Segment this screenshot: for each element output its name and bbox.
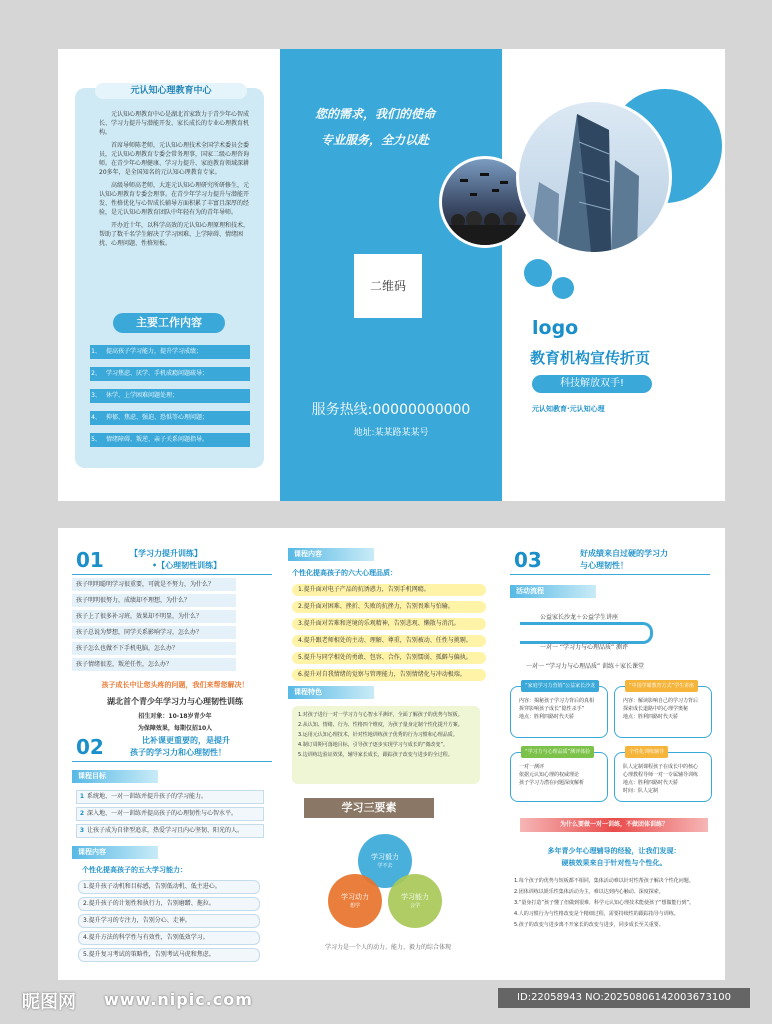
about-para-1: 元认知心理教育中心是湖北首家致力于青少年心智成长、学习力提升与潜能开发、家长成长的专业心理教育机构。 (99, 111, 250, 136)
goal-text: 深入地、一对一训练并提高孩子的心理韧性与心智水平。 (87, 810, 238, 817)
goal-num: 3 (79, 827, 85, 834)
flow-step-2: 一对一 “学习力与心理品质” 测评 (540, 644, 629, 651)
question-item: 孩子情绪很差，叛逆任性，怎么办？ (72, 658, 236, 671)
section-03-header (510, 548, 710, 575)
motivation-sub: 想学 (349, 903, 360, 909)
activity-box-4 (614, 749, 712, 802)
work-item-text: 情绪障碍、叛逆、亲子关系问题指导。 (102, 433, 250, 447)
work-item-num: 2、 (90, 367, 102, 381)
course-name: 湖北首个青少年学习力与心理韧性训练 (107, 697, 243, 706)
flow-arrow (520, 622, 653, 644)
activity-line: 拆穿影响孩子成长“隐性杀手” (519, 706, 585, 712)
building-photo (516, 99, 672, 255)
three-elements-title: 学习三要素 (304, 798, 434, 818)
decor-dot-1 (524, 259, 552, 287)
activity-box-1 (510, 683, 608, 738)
cover-subtitle: 元认知教育·元认知心理 (532, 405, 605, 413)
watermark-url: www.nipic.com (104, 990, 253, 1009)
activity-box-2-body (623, 697, 707, 721)
section-01-header (72, 548, 272, 575)
activity-line: 内容：解读影响自己的学习力背后 (623, 698, 699, 704)
work-title: 主要工作内容 (113, 313, 225, 333)
section-02-header (72, 733, 272, 762)
activity-line: 一对一测评 (519, 764, 545, 770)
activity-box-3 (510, 749, 608, 802)
goal-item (76, 824, 264, 838)
section-01-number: 01 (76, 548, 104, 572)
activity-box-4-body (623, 763, 707, 795)
feature-box (292, 706, 480, 784)
ability-item: 3.提升学习的专注力，告别分心、走神。 (78, 914, 260, 928)
reason-item: 1.每个孩子的优势与短板都不相同，集体活动难以针对性帮孩子解决个性化问题。 (514, 878, 694, 884)
enroll-limit: 为保障效果，每期仅招10人 (137, 725, 213, 732)
about-para-3: 高级导师高老师，大连元认知心理研究所研修生，元认知心理教育专委会理事。在青少年学习力提升与潜能开发、性格优化与心智成长辅导方面积累了丰富且深厚的经验，是元认知心理教育团队中年轻有为的青年导师。 (99, 182, 250, 216)
circle-ability (388, 874, 442, 928)
flow-step-1: 公益家长沙龙＋公益学生讲座 (540, 614, 619, 621)
work-item-num: 1、 (90, 345, 102, 359)
slogan-line-2: 专业服务，全力以赴 (320, 133, 429, 147)
reason-item: 5.孩子的改变与进步离不开家长的改变与进步，同步成长至关重要。 (514, 922, 664, 928)
section-02-number: 02 (76, 735, 104, 759)
orange-callout: 孩子成长中让您头疼的问题，我们来帮您解决！ (101, 681, 249, 689)
question-item: 孩子明明聪明学习很重要，可就是不努力，为什么？ (72, 578, 236, 591)
motivation-label: 学习动力 (341, 893, 369, 901)
feature-item: 4.制订周期可落地目标，引导孩子逐步实现学习与成长的“微改变”。 (298, 742, 448, 748)
feature-item: 2.从认知、情绪、行为、性格四个维度，为孩子量身定制个性化提升方案。 (298, 722, 463, 728)
work-item-text: 休学、上学困难问题处理； (102, 389, 250, 403)
feature-item: 3.运用元认知心理技术，针对性地训练孩子优秀的行为习惯和心理品质。 (298, 732, 458, 738)
five-abilities-title: 个性化提高孩子的五大学习能力： (82, 866, 187, 874)
goal-text: 系统地、一对一训练并提升孩子的学习能力。 (87, 793, 208, 800)
qr-code: 二维码 (354, 254, 422, 318)
question-item: 孩子总说为梦想，同学关系影响学习，怎么办？ (72, 626, 236, 639)
reason-item: 2.团体训练以娱乐性集体活动为主，难以达到内心触动、深度探索。 (514, 889, 664, 895)
activity-line: 地点：胜利四路时代天骄 (623, 780, 679, 786)
quality-item: 6.提升对自我情绪的觉察与管理能力，告别情绪化与冲动极端。 (292, 669, 486, 681)
work-item-num: 4、 (90, 411, 102, 425)
question-item: 孩子上了很多补习班，效果却不明显，为什么？ (72, 610, 236, 623)
work-item-num: 3、 (90, 389, 102, 403)
brochure-inside-sheet (58, 528, 725, 980)
about-para-4: 开办近十年，以科学高效的元认知心理原理和技术，帮助了数千名学生解决了学习困难、上学障碍、情绪困扰、心理问题、性格短板。 (99, 222, 250, 247)
section-03-title-1: 好成绩来自过硬的学习力 (580, 549, 668, 558)
brochure-outside-sheet (58, 49, 725, 501)
activity-line: 心理教程导师一对一专属辅导训练 (623, 772, 699, 778)
ability-item: 2.提升孩子的计划性和执行力，告别磨蹭、拖拉。 (78, 897, 260, 911)
activity-box-2-head: “中国学霸教育方式”学生讲座 (625, 680, 698, 692)
question-item: 孩子怎么也做不下手机电脑，怎么办？ (72, 642, 236, 655)
perseverance-sub: 学不去 (377, 863, 393, 869)
watermark-id: ID:22058943 NO:20250806142003673100 (498, 988, 750, 1008)
about-panel (75, 88, 264, 468)
goal-num: 2 (79, 810, 85, 817)
feature-label: 课程特色 (288, 686, 374, 699)
goal-item (76, 790, 264, 804)
ability-item: 4.提升方法的科学性与有效性，告别低效学习。 (78, 931, 260, 945)
inside-right-panel (510, 528, 718, 980)
content-label-left: 课程内容 (72, 846, 158, 859)
activity-line: 探索成长道路中的心理学奥秘 (623, 706, 689, 712)
work-item-text: 提高孩子学习能力，提升学习成绩； (102, 345, 250, 359)
enroll-target: 招生对象：10-18岁青少年 (138, 713, 212, 720)
six-qualities-title: 个性化提高孩子的六大心理品质： (292, 569, 397, 577)
ability-item: 1.提升孩子动机和目标感，告别低动机、低主进心。 (78, 880, 260, 894)
reason-item: 3.“量身打造”孩子懂了但做到很难，科学元认知心理技术能使孩子“想做能行到”。 (514, 900, 695, 906)
ability-label: 学习能力 (401, 893, 429, 901)
activity-line: 队人定制课程孩子在成长中的核心 (623, 764, 699, 770)
experience-line-2: 硬核效果来自于针对性与个性化。 (561, 859, 667, 867)
work-item (90, 367, 250, 381)
work-item-text: 学习焦虑、厌学、手机成瘾问题疏导； (102, 367, 250, 381)
goal-num: 1 (79, 793, 85, 800)
venn-diagram (328, 834, 448, 934)
activity-line: 时间：队人定制 (623, 788, 659, 794)
watermark-bar (0, 982, 772, 1024)
activity-line: 孩子学习力潜在问题深度解析 (519, 780, 585, 786)
work-item-text: 抑郁、焦虑、强迫、恐惧等心理问题； (102, 411, 250, 425)
cover-panel (502, 49, 725, 501)
question-item: 孩子明明很努力，成绩却不理想，为什么？ (72, 594, 236, 607)
venn-caption: 学习力是一个人的动力、能力、毅力的综合体现 (324, 944, 451, 951)
content-label-middle: 课程内容 (288, 548, 374, 561)
quality-item: 5.提升与同学相处的勇敢、包容、合作，告别懦弱、孤僻与偏执。 (292, 652, 486, 664)
perseverance-label: 学习毅力 (371, 853, 399, 861)
flow-label: 活动流程 (510, 585, 596, 598)
about-para-2: 首席导师陈老师，元认知心理技术全国学术委员会委员，元认知心理教育专委会常务理事，国家二级心理咨询师。在青少年心理健康、学习力提升、家庭教育领域深耕20多年，是全国知名的元认知心理教育专家。 (99, 142, 250, 176)
section-02-title-2: 孩子的学习力和心理韧性！ (130, 748, 226, 757)
inside-middle-panel (288, 528, 488, 980)
service-hotline: 服务热线:00000000000 (311, 402, 471, 418)
activity-line: 依据元认知心理的权威理论 (519, 772, 580, 778)
feature-item: 1.对孩子进行一对一学习力与心智水平测评，全面了解孩子的优势与短板。 (298, 712, 463, 718)
goal-text: 让孩子成为自律型追求，热爱学习且内心坚韧、阳光的人。 (87, 827, 244, 834)
activity-line: 地点：胜利四路时代天骄 (519, 714, 575, 720)
section-03-number: 03 (514, 548, 542, 572)
activity-line: 内容：揭秘孩子学习力背后的真相 (519, 698, 595, 704)
logo: logo (532, 317, 579, 339)
watermark-brand: 昵图网 (22, 992, 76, 1013)
work-item (90, 345, 250, 359)
slogan-line-1: 您的需求，我们的使命 (314, 107, 435, 121)
inside-left-panel (72, 528, 278, 980)
activity-box-4-head: 个性化训练辅导 (625, 746, 668, 758)
contact-panel (280, 49, 502, 501)
activity-box-2 (614, 683, 712, 738)
goal-item (76, 807, 264, 821)
about-text (99, 110, 251, 248)
reason-list (514, 878, 718, 929)
skyscraper-icon (519, 102, 669, 252)
goal-label: 课程目标 (72, 770, 158, 783)
activity-box-1-body (519, 697, 603, 721)
reason-item: 4.人的习惯行为与性格改变是个精细过程，需要持续性的跟踪指导与训练。 (514, 911, 679, 917)
quality-item: 4.提升跟老师相处的主动、理解、尊重，告别被动、任性与挑剔。 (292, 635, 486, 647)
activity-line: 地点：胜利四路时代天骄 (623, 714, 679, 720)
work-item (90, 411, 250, 425)
section-03-title-2: 与心理韧性！ (580, 561, 628, 570)
work-item (90, 433, 250, 447)
activity-box-3-head: “学习力与心理品质”测评体验 (521, 746, 594, 758)
circle-motivation (328, 874, 382, 928)
experience-line-1: 多年青少年心理辅导的经验，让我们发现： (547, 847, 681, 855)
why-one-on-one-banner: 为什么要做一对一训练，不做团体训练？ (520, 818, 708, 832)
quality-item: 1.提升面对电子产品的抗诱惑力，告别手机网瘾。 (292, 584, 486, 596)
ability-item: 5.提升复习考试的策略性，告别考试马虎和焦虑。 (78, 948, 260, 962)
work-item (90, 389, 250, 403)
feature-item: 5.边训练边验证效果，辅导家长成长，跟踪孩子改变与进步的全过程。 (298, 752, 453, 758)
activity-box-3-body (519, 763, 603, 787)
brochure-title: 教育机构宣传折页 (530, 349, 651, 367)
decor-dot-2 (552, 277, 574, 299)
address: 地址:某某路某某号 (353, 428, 429, 438)
about-title: 元认知心理教育中心 (95, 83, 247, 99)
slogan-pill: 科技解放双手! (532, 375, 652, 393)
work-item-num: 5、 (90, 433, 102, 447)
ability-sub: 会学 (409, 903, 420, 909)
quality-item: 2.提升面对困难、挫折、失败的抗挫力，告别畏难与怕输。 (292, 601, 486, 613)
quality-item: 3.提升面对苦难和逆境的乐观精神，告别悲观、懒散与消沉。 (292, 618, 486, 630)
section-02-title-1: 比补课更重要的，是提升 (142, 736, 230, 745)
section-01-title-1: 【学习力提升训练】 (130, 549, 202, 558)
section-01-title-2: •【心理韧性训练】 (152, 561, 222, 570)
activity-box-1-head: “家庭学习力营销”公益家长沙龙 (521, 680, 599, 692)
flow-step-3: 一对一 “学习力与心理品质” 训练＋家长课堂 (526, 663, 645, 670)
